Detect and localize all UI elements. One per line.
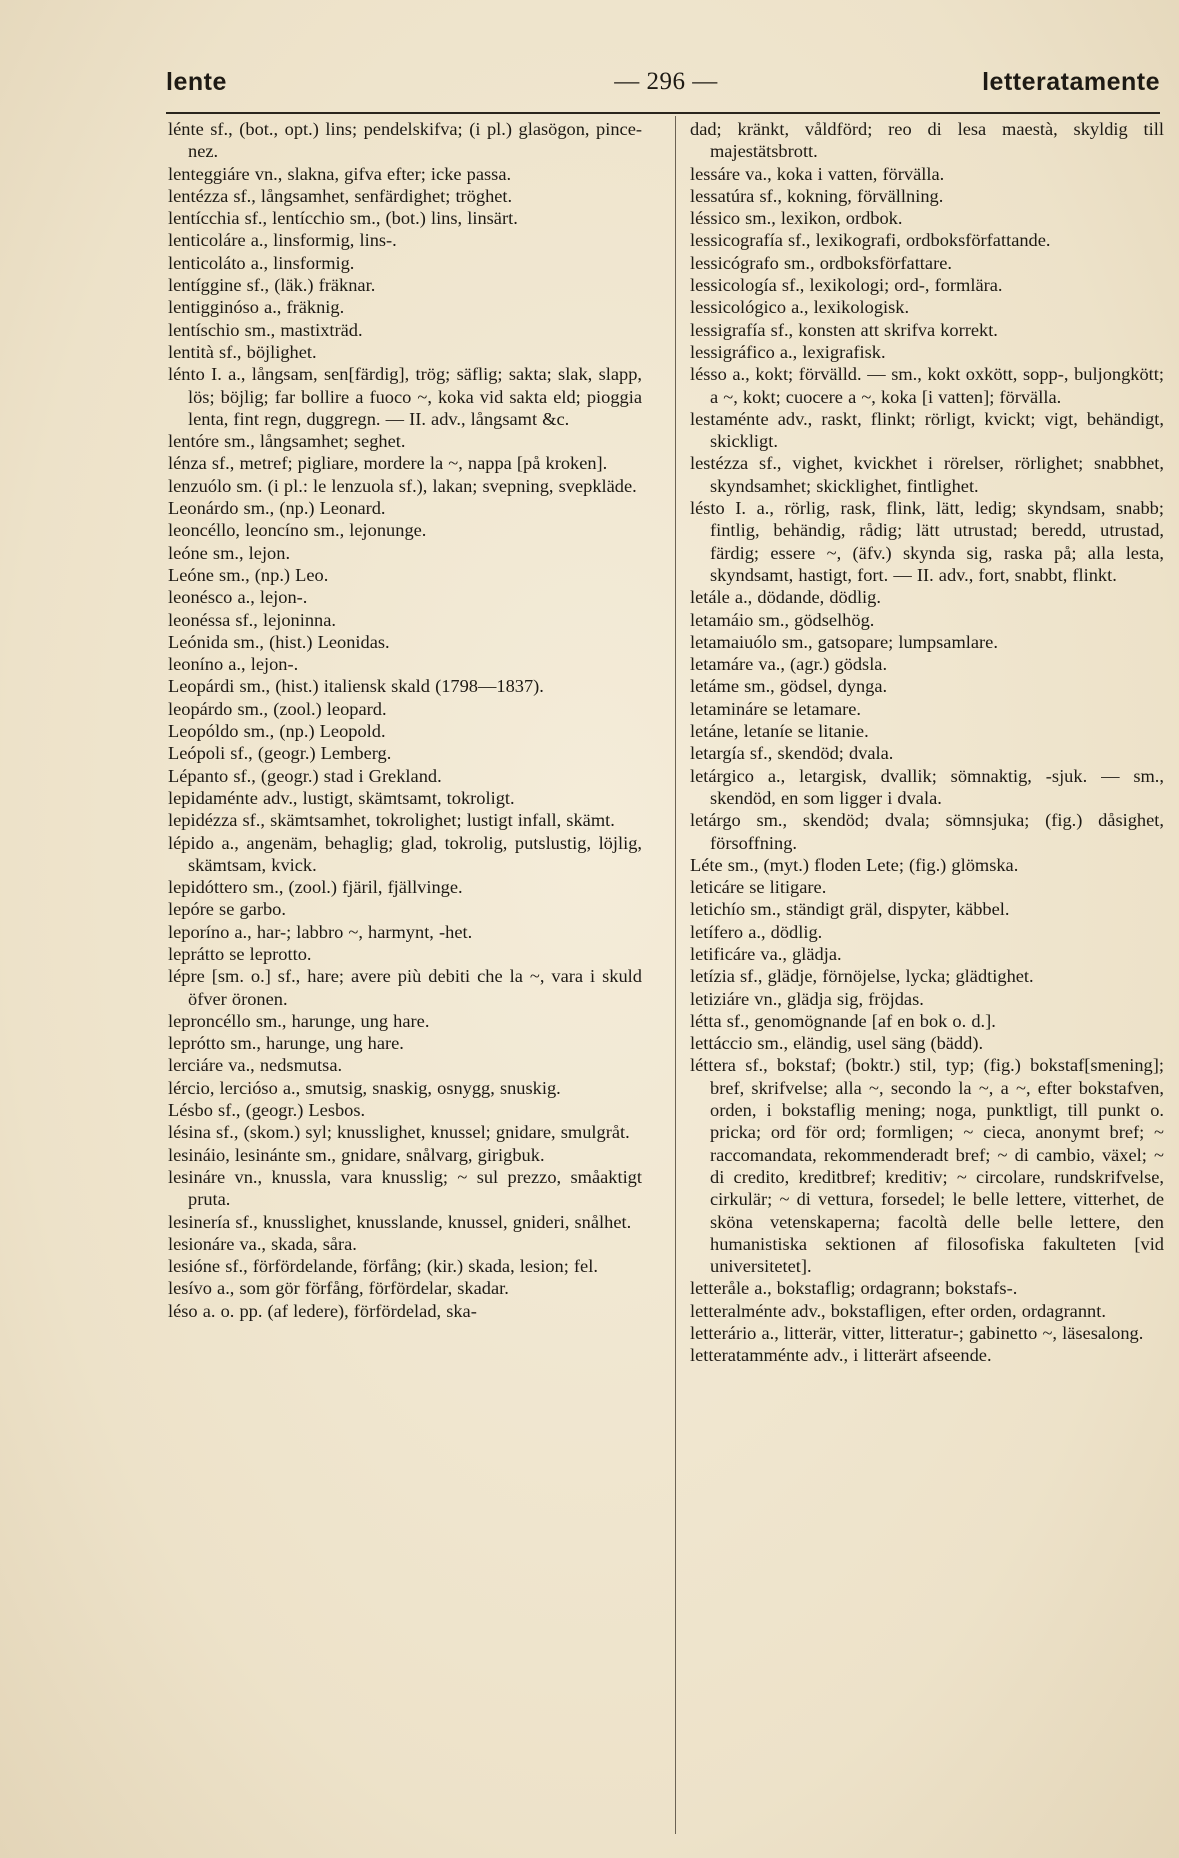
dictionary-entry: letiziáre vn., glädja sig, fröjdas. xyxy=(690,988,924,1009)
dictionary-entry: letáme sm., gödsel, dynga. xyxy=(690,676,888,697)
dictionary-entry: Leonárdo sm., (np.) Leonard. xyxy=(168,498,386,519)
dictionary-entry: Leopóldo sm., (np.) Leopold. xyxy=(168,721,386,742)
dictionary-entry: lenteggiáre vn., slakna, gifva efter; icke passa. xyxy=(168,163,512,184)
dictionary-entry: lestézza sf., vighet, kvickhet i rörelser, rörlighet; snabbhet, skyndsamhet; skicklighet, fintlighet. xyxy=(690,453,1164,496)
dictionary-entry: leonéssa sf., lejoninna. xyxy=(168,609,337,630)
dictionary-entry: dad; kränkt, våldförd; reo di lesa maestà, skyldig till majestätsbrott. xyxy=(690,119,1164,162)
dictionary-entry: lessicológico a., lexikologisk. xyxy=(690,297,910,318)
dictionary-entry: lépre [sm. o.] sf., hare; avere più debiti che la ~, vara i skuld öfver öronen. xyxy=(168,966,642,1009)
dictionary-entry: leproncéllo sm., harunge, ung hare. xyxy=(168,1010,430,1031)
dictionary-entry: leoníno a., lejon-. xyxy=(168,654,299,675)
dictionary-entry: lessatúra sf., kokning, förvällning. xyxy=(690,185,944,206)
dictionary-entry: lepidaménte adv., lustigt, skämtsamt, tokroligt. xyxy=(168,787,515,808)
dictionary-entry: lépido a., angenäm, behaglig; glad, tokrolig, putslustig, löjlig, skämtsam, kvick. xyxy=(168,832,642,875)
dictionary-entry: lesióne sf., förfördelande, förfång; (kir.) skada, lesion; fel. xyxy=(168,1256,598,1277)
dictionary-entry: leóne sm., lejon. xyxy=(168,542,291,563)
dictionary-entry: letteråle a., bokstaflig; ordagrann; bokstafs-. xyxy=(690,1278,1018,1299)
right-column xyxy=(690,118,1164,1367)
dictionary-entry: letteratamménte adv., i litterärt afseende. xyxy=(690,1345,992,1366)
dictionary-entry: letteralménte adv., bokstafligen, efter orden, ordagrannt. xyxy=(690,1300,1106,1321)
dictionary-entry: letamináre se letamare. xyxy=(690,698,862,719)
dictionary-entry: letterário a., litterär, vitter, litteratur-; gabinetto ~, läsesalong. xyxy=(690,1323,1144,1344)
column-divider xyxy=(675,116,676,1834)
dictionary-entry: lésso a., kokt; förvälld. — sm., kokt oxkött, sopp-, buljongkött; a ~, kokt; cuocere a ~, koka [i vatten]; förvälla. xyxy=(690,364,1164,407)
dictionary-entry: lessigrafía sf., konsten att skrifva korrekt. xyxy=(690,319,998,340)
dictionary-entry: letamáio sm., gödselhög. xyxy=(690,609,875,630)
dictionary-entry: lepóre se garbo. xyxy=(168,899,286,920)
dictionary-entry: leporíno a., har-; labbro ~, harmynt, -het. xyxy=(168,921,473,942)
dictionary-entry: lésina sf., (skom.) syl; knusslighet, knussel; gnidare, smulgråt. xyxy=(168,1122,630,1143)
dictionary-entry: lesináio, lesinánte sm., gnidare, snålvarg, girigbuk. xyxy=(168,1144,545,1165)
dictionary-entry: letificáre va., glädja. xyxy=(690,943,842,964)
dictionary-entry: Lésbo sf., (geogr.) Lesbos. xyxy=(168,1100,366,1121)
dictionary-entry: lesionáre va., skada, såra. xyxy=(168,1233,357,1254)
dictionary-entry: lenzuólo sm. (i pl.: le lenzuola sf.), lakan; svepning, svepkläde. xyxy=(168,475,637,496)
running-header xyxy=(166,62,1160,102)
dictionary-entry: letichío sm., ständigt gräl, dispyter, käbbel. xyxy=(690,899,1010,920)
dictionary-entry: lerciáre va., nedsmutsa. xyxy=(168,1055,343,1076)
dictionary-entry: lenticoláre a., linsformig, lins-. xyxy=(168,230,397,251)
dictionary-entry: lentigginóso a., fräknig. xyxy=(168,297,345,318)
dictionary-entry: lessicología sf., lexikologi; ord-, formlära. xyxy=(690,275,1003,296)
dictionary-entry: Leónida sm., (hist.) Leonidas. xyxy=(168,631,390,652)
dictionary-entry: lentóre sm., långsamhet; seghet. xyxy=(168,431,406,452)
dictionary-entry: lentità sf., böjlighet. xyxy=(168,341,317,362)
dictionary-entry: letamaiuólo sm., gatsopare; lumpsamlare. xyxy=(690,631,998,652)
dictionary-entry: letárgico a., letargisk, dvallik; sömnaktig, -sjuk. — sm., skendöd, en som ligger i dvala. xyxy=(690,765,1164,808)
dictionary-entry: lentézza sf., långsamhet, senfärdighet; tröghet. xyxy=(168,185,513,206)
dictionary-entry: lessicografía sf., lexikografi, ordboksförfattande. xyxy=(690,230,1051,251)
dictionary-entry: létta sf., genomögnande [af en bok o. d.]. xyxy=(690,1010,996,1031)
dictionary-entry: leprátto se leprotto. xyxy=(168,943,312,964)
page-number: — 296 — xyxy=(614,68,718,95)
dictionary-entry: letífero a., dödlig. xyxy=(690,921,823,942)
left-column xyxy=(168,118,642,1322)
dictionary-entry: lestaménte adv., raskt, flinkt; rörligt, kvickt; vigt, behändigt, skickligt. xyxy=(690,408,1164,452)
dictionary-entry: lénza sf., metref; pigliare, mordere la ~, nappa [på kroken]. xyxy=(168,453,608,474)
dictionary-entry: Leópoli sf., (geogr.) Lemberg. xyxy=(168,743,392,764)
header-rule xyxy=(166,112,1160,114)
header-left-guide-word: lente xyxy=(166,68,227,96)
dictionary-entry: leticáre se litigare. xyxy=(690,877,827,898)
header-right-guide-word: letteratamente xyxy=(982,68,1160,96)
dictionary-entry: lesívo a., som gör förfång, förfördelar, skadar. xyxy=(168,1278,509,1299)
dictionary-entry: leopárdo sm., (zool.) leopard. xyxy=(168,698,387,719)
dictionary-entry: leoncéllo, leoncíno sm., lejonunge. xyxy=(168,520,427,541)
dictionary-entry: lessigráfico a., lexigrafisk. xyxy=(690,341,886,362)
dictionary-entry: léso a. o. pp. (af ledere), förfördelad, ska- xyxy=(168,1300,477,1321)
dictionary-entry: lessáre va., koka i vatten, förvälla. xyxy=(690,163,945,184)
dictionary-entry: lepidóttero sm., (zool.) fjäril, fjällvinge. xyxy=(168,877,463,898)
dictionary-entry: letáne, letaníe se litanie. xyxy=(690,721,869,742)
dictionary-entry: léssico sm., lexikon, ordbok. xyxy=(690,208,903,229)
dictionary-entry: lénto I. a., långsam, sen[färdig], trög; säflig; sakta; slak, slapp, lös; böjlig; far bollire a fuoco ~, koka vid sakta eld; pioggia lenta, fint regn, duggregn. — II. adv., långsamt &c. xyxy=(168,364,642,429)
dictionary-entry: letargía sf., skendöd; dvala. xyxy=(690,743,894,764)
dictionary-entry: letízia sf., glädje, förnöjelse, lycka; glädtighet. xyxy=(690,966,1034,987)
dictionary-entry: lentíschio sm., mastixträd. xyxy=(168,319,363,340)
dictionary-entry: letále a., dödande, dödlig. xyxy=(690,587,881,608)
dictionary-entry: lentíggine sf., (läk.) fräknar. xyxy=(168,275,376,296)
dictionary-entry: Léte sm., (myt.) floden Lete; (fig.) glömska. xyxy=(690,854,1019,875)
dictionary-entry: lesinería sf., knusslighet, knusslande, knussel, gnideri, snålhet. xyxy=(168,1211,632,1232)
dictionary-entry: Leóne sm., (np.) Leo. xyxy=(168,564,329,585)
dictionary-entry: Lépanto sf., (geogr.) stad i Grekland. xyxy=(168,765,442,786)
dictionary-entry: leprótto sm., harunge, ung hare. xyxy=(168,1033,404,1054)
dictionary-entry: lentícchia sf., lentícchio sm., (bot.) lins, linsärt. xyxy=(168,208,518,229)
dictionary-entry: lettáccio sm., eländig, usel säng (bädd). xyxy=(690,1033,984,1054)
dictionary-entry: lércio, lercióso a., smutsig, snaskig, osnygg, snuskig. xyxy=(168,1077,561,1098)
dictionary-entry: lénte sf., (bot., opt.) lins; pendelskifva; (i pl.) glasögon, pince-nez. xyxy=(168,119,642,162)
dictionary-entry: leonésco a., lejon-. xyxy=(168,587,308,608)
dictionary-entry: lesináre vn., knussla, vara knusslig; ~ sul prezzo, småaktigt pruta. xyxy=(168,1166,642,1210)
dictionary-entry: lenticoláto a., linsformig. xyxy=(168,252,355,273)
dictionary-entry: lepidézza sf., skämtsamhet, tokrolighet; lustigt infall, skämt. xyxy=(168,810,615,831)
dictionary-entry: Leopárdi sm., (hist.) italiensk skald (1798—1837). xyxy=(168,676,544,697)
dictionary-entry: letárgo sm., skendöd; dvala; sömnsjuka; (fig.) dåsighet, försoffning. xyxy=(690,810,1164,853)
dictionary-entry: lésto I. a., rörlig, rask, flink, lätt, ledig; skyndsam, snabb; fintlig, behändig, rådig; lätt utrustad; beredd, utrustad, färdig; essere ~, (äfv.) skynda sig, raska på; alla lesta, skyndsamt, hastigt, fort. — II. adv., fort, snabbt, flinkt. xyxy=(690,498,1164,585)
dictionary-entry: léttera sf., bokstaf; (boktr.) stil, typ; (fig.) bokstaf[smening]; bref, skrifvelse; alla ~, secondo la ~, a ~, efter bokstafven, orden, i bokstaflig mening; noga, punktligt, till punkt o. pricka; ord för ord; formligen; ~ cieca, anonymt bref; ~ raccomandata, rekommenderadt bref; ~ di cambio, växel; ~ di credito, kreditbref; kreditiv; ~ circolare, rundskrifvelse, cirkulär; ~ di vettura, forsedel; le belle lettere, vitterhet, de sköna vetenskaperna; facoltà delle belle lettere, den humanistiska sektionen af filosofiska fakulteten [vid universitetet]. xyxy=(690,1055,1164,1277)
dictionary-entry: lessicógrafo sm., ordboksförfattare. xyxy=(690,252,952,273)
dictionary-entry: letamáre va., (agr.) gödsla. xyxy=(690,654,888,675)
